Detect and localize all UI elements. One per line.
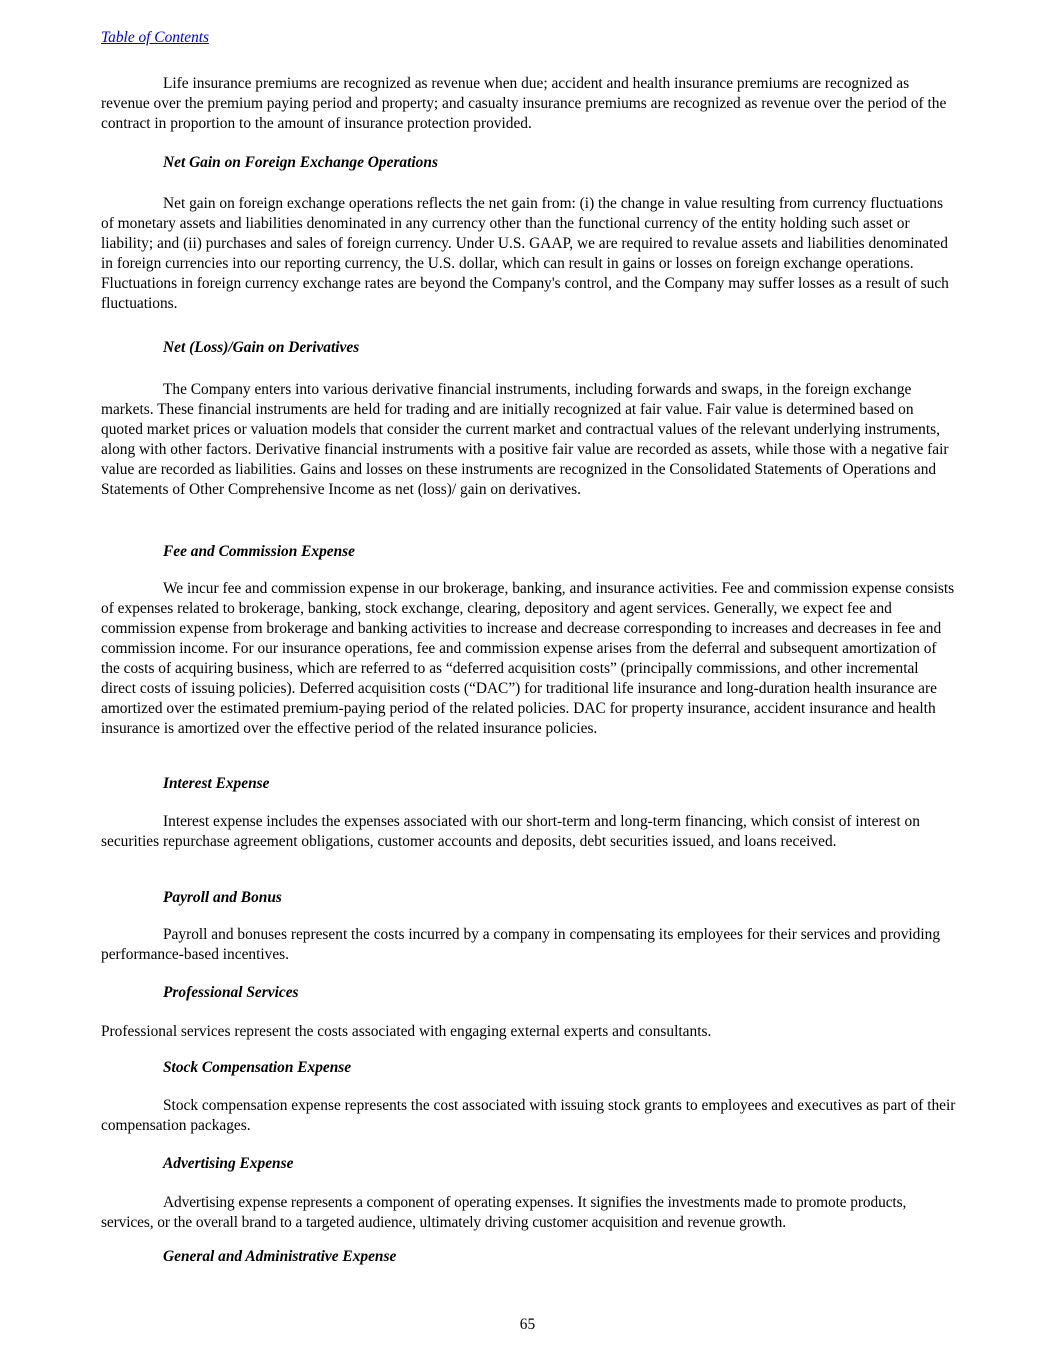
section-advertising	[101, 1154, 957, 1174]
heading-net-gain-fx: Net Gain on Foreign Exchange Operations	[163, 154, 438, 171]
heading-interest-expense: Interest Expense	[163, 775, 270, 792]
section-professional-services-body	[101, 1022, 957, 1042]
section-interest-expense-body	[101, 812, 957, 852]
paragraph-premium-recognition: Life insurance premiums are recognized as revenue when due; accident and health insurance premiums are recognized as revenue over the premium paying period and property; and casualty insurance premiums are recognized as revenue over the period of the contract in proportion to the amount of insurance protection provided.	[101, 75, 947, 132]
section-net-gain-fx-body	[101, 194, 957, 314]
paragraph-net-gain-fx: Net gain on foreign exchange operations reflects the net gain from: (i) the change in value resulting from currency fluctuations of monetary assets and liabilities denominated in any currency other than the functional currency of the entity holding such asset or liability; and (ii) purchases and sales of foreign currency. Under U.S. GAAP, we are required to revalue assets and liabilities denominated in foreign currencies into our reporting currency, the U.S. dollar, which can result in gains or losses on foreign exchange operations. Fluctuations in foreign currency exchange rates are beyond the Company's control, and the Company may suffer losses as a result of such fluctuations.	[101, 195, 949, 312]
paragraph-stock-compensation: Stock compensation expense represents the cost associated with issuing stock grants to employees and executives as part of their compensation packages.	[101, 1097, 956, 1134]
section-fee-commission	[101, 542, 957, 562]
heading-fee-commission: Fee and Commission Expense	[163, 543, 355, 560]
heading-advertising: Advertising Expense	[163, 1155, 294, 1172]
paragraph-payroll: Payroll and bonuses represent the costs incurred by a company in compensating its employees for their services and providing performance-based incentives.	[101, 926, 941, 963]
section-payroll-body	[101, 925, 957, 965]
section-general-admin	[101, 1247, 957, 1267]
paragraph-derivatives: The Company enters into various derivative financial instruments, including forwards and swaps, in the foreign exchange markets. These financial instruments are held for trading and are initially recognized at fair value. Fair value is determined based on quoted market prices or valuation models that consider the current market and contractual values of the relevant underlying instruments, along with other factors. Derivative financial instruments with a positive fair value are recorded as assets, while those with a negative fair value are recorded as liabilities. Gains and losses on these instruments are recognized in the Consolidated Statements of Operations and Statements of Other Comprehensive Income as net (loss)/ gain on derivatives.	[101, 381, 949, 498]
section-net-gain-fx	[101, 153, 957, 173]
section-derivatives	[101, 338, 957, 358]
paragraph-advertising: Advertising expense represents a component of operating expenses. It signifies the investments made to promote products, services, or the overall brand to a targeted audience, ultimately driving customer acquisition and revenue growth.	[101, 1194, 907, 1231]
heading-general-admin: General and Administrative Expense	[163, 1248, 397, 1265]
section-stock-compensation-body	[101, 1096, 957, 1136]
heading-professional-services: Professional Services	[163, 984, 299, 1001]
section-advertising-body	[101, 1193, 957, 1233]
heading-stock-compensation: Stock Compensation Expense	[163, 1059, 352, 1076]
section-professional-services	[101, 983, 957, 1003]
section-fee-commission-body	[101, 579, 957, 739]
paragraph-interest-expense: Interest expense includes the expenses associated with our short-term and long-term financing, which consist of interest on securities repurchase agreement obligations, customer accounts and deposits, debt securities issued, and loans received.	[101, 813, 920, 850]
section-stock-compensation	[101, 1058, 957, 1078]
table-of-contents-link[interactable]: Table of Contents	[101, 29, 210, 46]
paragraph-professional-services: Professional services represent the costs associated with engaging external experts and consultants.	[101, 1023, 712, 1040]
section-premiums	[101, 74, 957, 134]
section-interest-expense	[101, 774, 957, 794]
page-number: 65	[519, 1316, 536, 1333]
heading-derivatives: Net (Loss)/Gain on Derivatives	[163, 339, 360, 356]
section-payroll	[101, 888, 957, 908]
section-derivatives-body	[101, 380, 957, 500]
heading-payroll: Payroll and Bonus	[163, 889, 282, 906]
paragraph-fee-commission: We incur fee and commission expense in our brokerage, banking, and insurance activities. Fee and commission expense consists of expenses related to brokerage, banking, stock exchange, clearing, depository and agent services. Generally, we expect fee and commission expense from brokerage and banking activities to increase and decrease corresponding to increases and decreases in fee and commission income. For our insurance operations, fee and commission expense arises from the deferral and subsequent amortization of the costs of acquiring business, which are referred to as “deferred acquisition costs” (principally commissions, and other incremental direct costs of issuing policies). Deferred acquisition costs (“DAC”) for traditional life insurance and long-duration health insurance are amortized over the estimated premium-paying period of the related policies. DAC for property insurance, accident insurance and health insurance is amortized over the effective period of the related insurance policies.	[101, 580, 955, 737]
